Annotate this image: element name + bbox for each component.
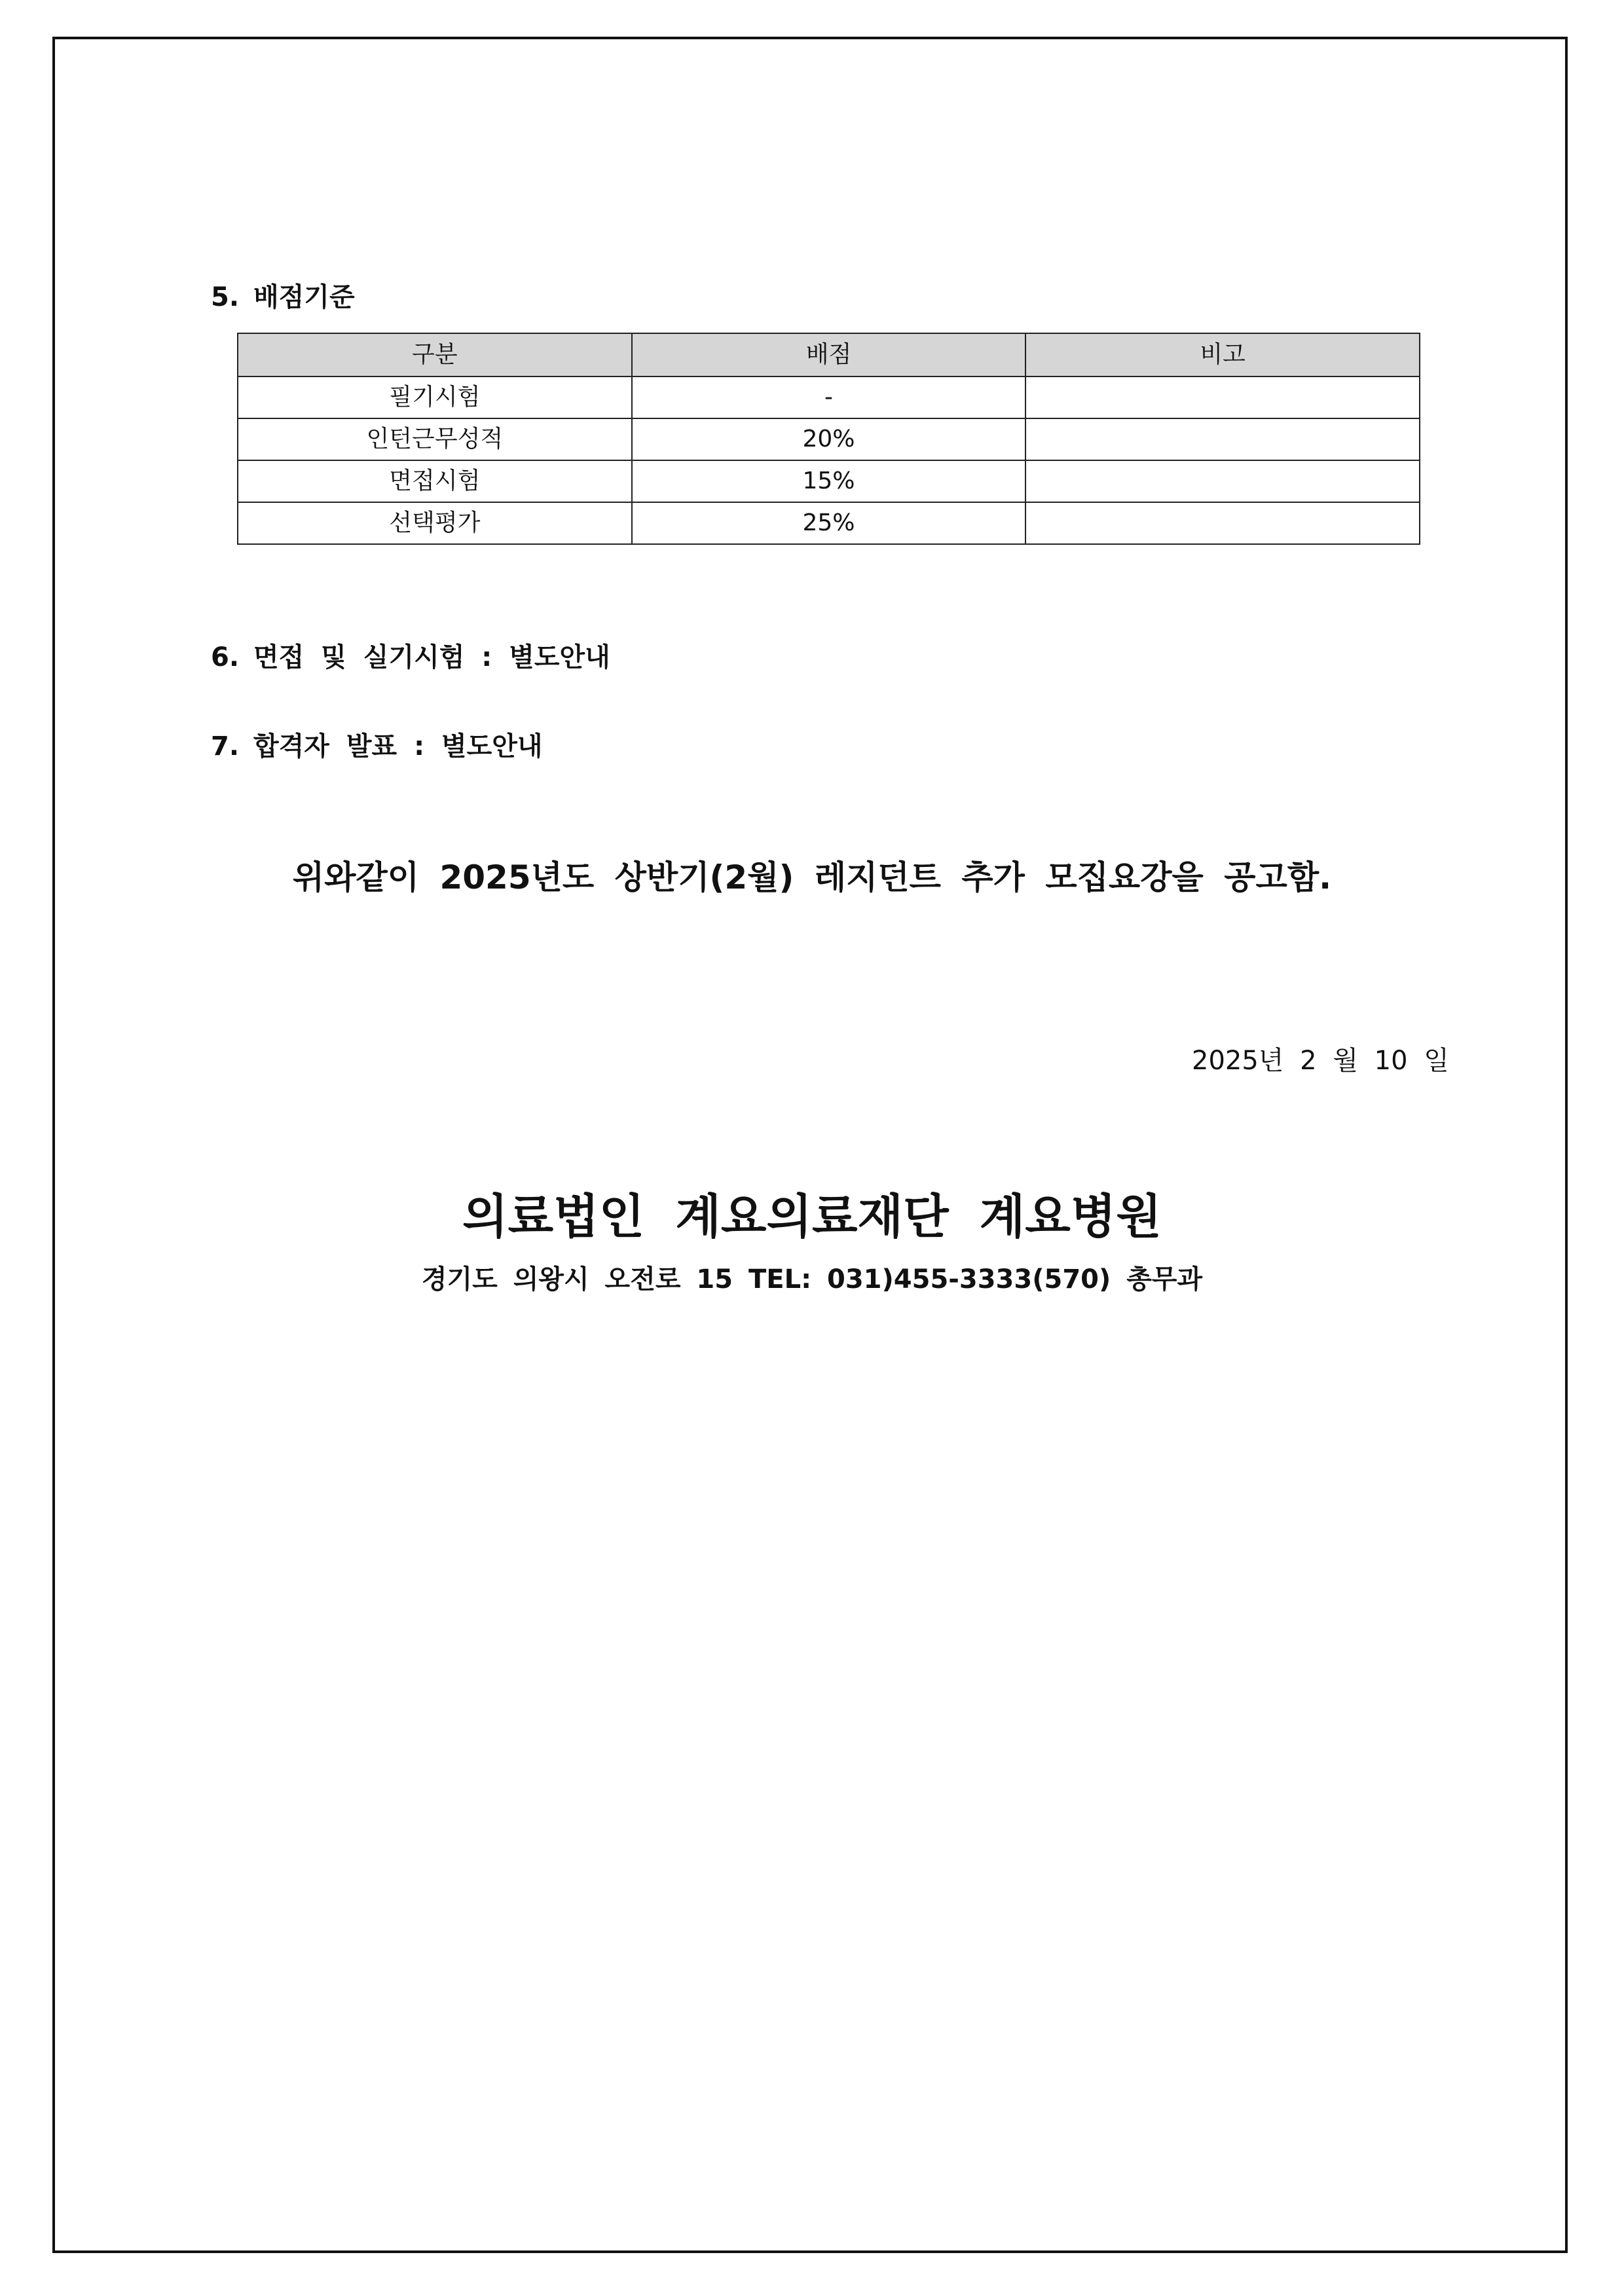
section-7-title: 합격자 발표 : 별도안내 bbox=[253, 731, 543, 762]
section-7-number: 7. bbox=[211, 731, 240, 762]
announcement-text: 위와같이 2025년도 상반기(2월) 레지던트 추가 모집요강을 공고함. bbox=[292, 858, 1332, 896]
header-category: 구분 bbox=[238, 333, 632, 376]
table-row bbox=[238, 460, 1420, 502]
row-remarks bbox=[1025, 376, 1420, 418]
row-remarks bbox=[1025, 418, 1420, 460]
row-score: 15% bbox=[632, 460, 1026, 502]
section-5-heading bbox=[211, 276, 355, 314]
row-category: 필기시험 bbox=[238, 376, 632, 418]
organization-name: 의료법인 계요의료재단 계요병원 bbox=[462, 1189, 1162, 1244]
row-category: 인턴근무성적 bbox=[238, 418, 632, 460]
section-5-title: 배점기준 bbox=[253, 282, 355, 312]
table-row bbox=[238, 418, 1420, 460]
section-5-number: 5. bbox=[211, 282, 240, 312]
table-row bbox=[238, 376, 1420, 418]
row-score: - bbox=[632, 376, 1026, 418]
table-header-row bbox=[238, 333, 1420, 376]
header-remarks: 비고 bbox=[1025, 333, 1420, 376]
section-6-heading bbox=[211, 636, 610, 674]
organization-address: 경기도 의왕시 오전로 15 TEL: 031)455-3333(570) 총무과 bbox=[421, 1264, 1203, 1294]
section-6-number: 6. bbox=[211, 642, 240, 672]
row-score: 25% bbox=[632, 502, 1026, 544]
document-date: 2025년 2 월 10 일 bbox=[1192, 1046, 1449, 1076]
row-category: 면접시험 bbox=[238, 460, 632, 502]
row-score: 20% bbox=[632, 418, 1026, 460]
header-score: 배점 bbox=[632, 333, 1026, 376]
row-remarks bbox=[1025, 502, 1420, 544]
section-7-heading bbox=[211, 725, 543, 763]
score-criteria-table bbox=[237, 333, 1420, 545]
row-remarks bbox=[1025, 460, 1420, 502]
table-row bbox=[238, 502, 1420, 544]
row-category: 선택평가 bbox=[238, 502, 632, 544]
section-6-title: 면접 및 실기시험 : 별도안내 bbox=[253, 642, 610, 672]
